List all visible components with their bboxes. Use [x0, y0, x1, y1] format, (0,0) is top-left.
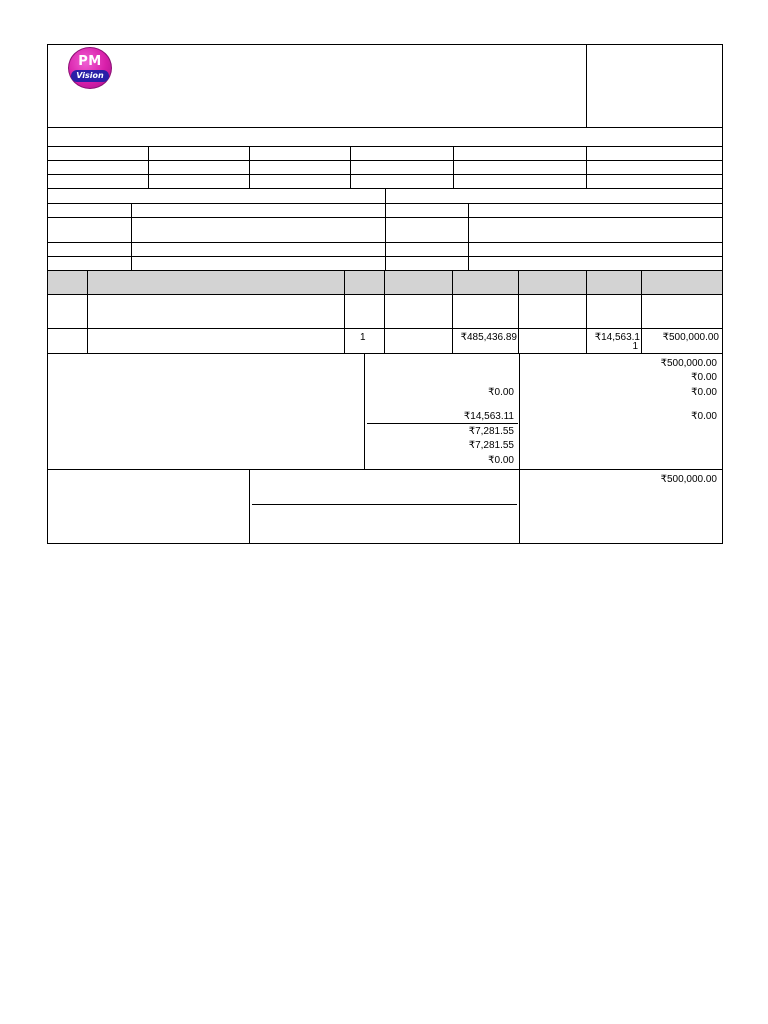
divider: [47, 127, 723, 128]
divider: [586, 146, 587, 188]
divider: [350, 146, 351, 188]
signature-line: [252, 504, 517, 505]
divider: [47, 469, 723, 470]
item-tax-amount: ₹14,563.1: [594, 332, 640, 343]
tax-summary-value: ₹14,563.11: [463, 411, 514, 422]
divider: [385, 188, 386, 270]
divider: [344, 270, 345, 353]
totals-value: ₹0.00: [691, 372, 717, 383]
tax-summary-underline: [367, 423, 518, 424]
divider: [518, 270, 519, 353]
divider: [47, 294, 723, 295]
totals-value: ₹500,000.00: [660, 358, 717, 369]
logo-text-pm: PM: [78, 54, 102, 69]
divider: [148, 146, 149, 188]
logo-text-vision: Vision: [71, 70, 109, 82]
divider: [87, 270, 88, 353]
divider: [47, 328, 723, 329]
item-taxable-value: ₹485,436.89: [460, 332, 517, 343]
tax-summary-value: ₹7,281.55: [468, 426, 514, 437]
totals-value: ₹0.00: [691, 387, 717, 398]
tax-summary-value: ₹0.00: [488, 455, 514, 466]
divider: [47, 270, 723, 271]
divider: [249, 469, 250, 544]
divider: [47, 353, 723, 354]
grand-total: ₹500,000.00: [660, 474, 717, 485]
divider: [586, 44, 587, 127]
divider: [384, 270, 385, 353]
tax-summary-value: ₹0.00: [488, 387, 514, 398]
divider: [249, 146, 250, 188]
item-qty: 1: [360, 332, 366, 343]
tax-summary-value: ₹7,281.55: [468, 440, 514, 451]
divider: [131, 203, 132, 270]
item-total: ₹500,000.00: [662, 332, 719, 343]
totals-value: ₹0.00: [691, 411, 717, 422]
divider: [468, 203, 469, 270]
divider: [453, 146, 454, 188]
item-tax-amount-wrap: 1: [632, 341, 638, 352]
